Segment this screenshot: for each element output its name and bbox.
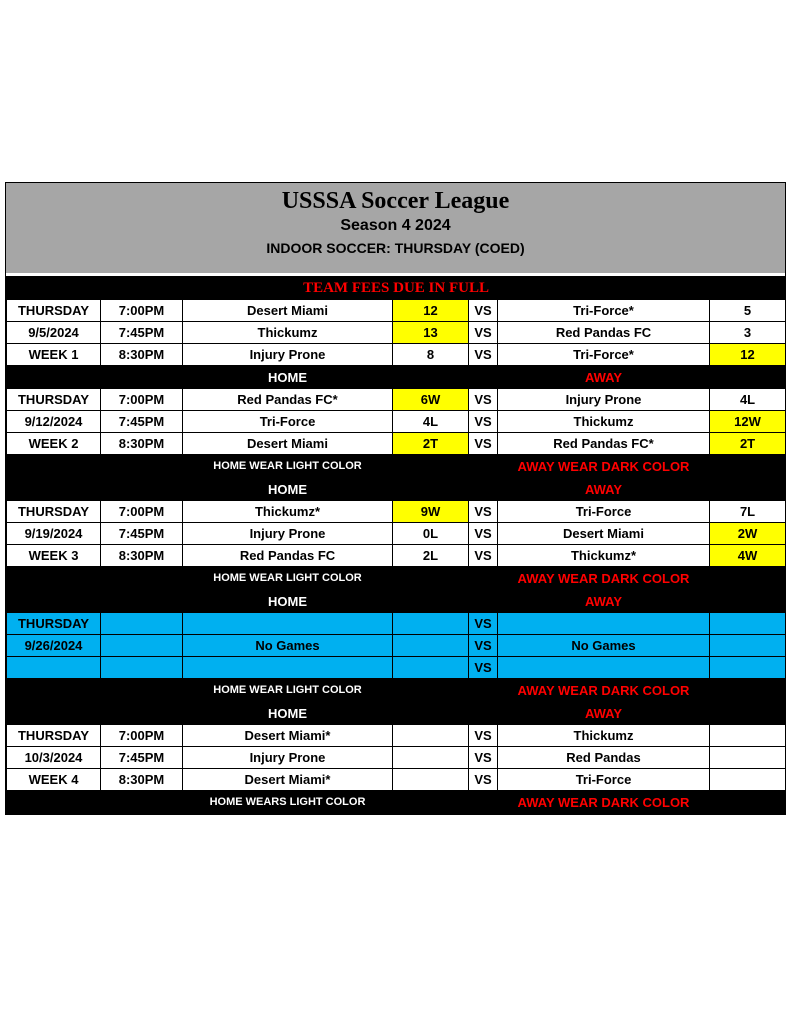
away-header: AWAY (498, 366, 710, 389)
away-team: Tri-Force (498, 769, 710, 791)
vs-label: VS (469, 411, 498, 433)
week-label: WEEK 1 (7, 344, 101, 366)
home-away-bar (7, 702, 786, 725)
home-header: HOME (183, 478, 393, 501)
game-row (7, 344, 786, 366)
vs-label: VS (469, 769, 498, 791)
home-header: HOME (183, 590, 393, 613)
vs-label: VS (469, 725, 498, 747)
home-score: 2T (393, 433, 469, 455)
away-team: Desert Miami (498, 523, 710, 545)
vs-label: VS (469, 635, 498, 657)
game-time: 7:00PM (101, 501, 183, 523)
home-team: Injury Prone (183, 523, 393, 545)
away-score: 3 (710, 322, 786, 344)
home-score: 13 (393, 322, 469, 344)
away-score: 4W (710, 545, 786, 567)
home-team: Thickumz (183, 322, 393, 344)
away-team: Tri-Force* (498, 344, 710, 366)
game-row (7, 545, 786, 567)
vs-label: VS (469, 545, 498, 567)
home-score (393, 725, 469, 747)
game-time: 7:45PM (101, 747, 183, 769)
home-score: 12 (393, 300, 469, 322)
away-team: Red Pandas (498, 747, 710, 769)
week-label: WEEK 4 (7, 769, 101, 791)
away-team: Tri-Force (498, 501, 710, 523)
away-team: Tri-Force* (498, 300, 710, 322)
uniform-bar (7, 567, 786, 590)
game-time: 8:30PM (101, 769, 183, 791)
home-score (393, 769, 469, 791)
away-wear-note: AWAY WEAR DARK COLOR (498, 455, 710, 478)
home-wear-note: HOME WEAR LIGHT COLOR (183, 455, 393, 478)
vs-label: VS (469, 433, 498, 455)
vs-label: VS (469, 657, 498, 679)
away-wear-note: AWAY WEAR DARK COLOR (498, 791, 710, 814)
away-team: Thickumz (498, 411, 710, 433)
game-time: 8:30PM (101, 545, 183, 567)
no-games-row (7, 657, 786, 679)
fees-banner-row (7, 277, 786, 300)
vs-label: VS (469, 747, 498, 769)
game-time: 7:00PM (101, 300, 183, 322)
game-time: 7:00PM (101, 725, 183, 747)
date-label: 9/5/2024 (7, 322, 101, 344)
home-wear-note: HOME WEAR LIGHT COLOR (183, 679, 393, 702)
game-time: 8:30PM (101, 344, 183, 366)
game-row (7, 501, 786, 523)
game-time: 7:45PM (101, 411, 183, 433)
no-games-row (7, 635, 786, 657)
home-away-bar (7, 366, 786, 389)
league-subtitle: INDOOR SOCCER: THURSDAY (COED) (266, 240, 525, 256)
game-row (7, 300, 786, 322)
away-score: 2W (710, 523, 786, 545)
away-score: 12 (710, 344, 786, 366)
date-label: 9/12/2024 (7, 411, 101, 433)
game-time: 7:00PM (101, 389, 183, 411)
home-score (393, 747, 469, 769)
game-row (7, 523, 786, 545)
away-score (710, 769, 786, 791)
day-label: THURSDAY (7, 725, 101, 747)
home-team: Red Pandas FC* (183, 389, 393, 411)
day-label: THURSDAY (7, 501, 101, 523)
season-label: Season 4 2024 (340, 217, 451, 234)
home-wear-note: HOME WEAR LIGHT COLOR (183, 567, 393, 590)
away-score: 12W (710, 411, 786, 433)
game-time: 7:45PM (101, 523, 183, 545)
away-team: Red Pandas FC* (498, 433, 710, 455)
away-score (710, 725, 786, 747)
uniform-bar (7, 679, 786, 702)
date-label: 9/19/2024 (7, 523, 101, 545)
no-games-row (7, 613, 786, 635)
week-label: WEEK 3 (7, 545, 101, 567)
schedule-table (6, 276, 786, 814)
away-header: AWAY (498, 590, 710, 613)
game-row (7, 747, 786, 769)
away-team: Red Pandas FC (498, 322, 710, 344)
home-score: 2L (393, 545, 469, 567)
day-label: THURSDAY (7, 389, 101, 411)
day-label: THURSDAY (7, 613, 101, 635)
away-score (710, 747, 786, 769)
away-score: 5 (710, 300, 786, 322)
game-row (7, 411, 786, 433)
game-row (7, 322, 786, 344)
game-time: 8:30PM (101, 433, 183, 455)
home-team: Desert Miami (183, 433, 393, 455)
date-label: 10/3/2024 (7, 747, 101, 769)
uniform-bar (7, 791, 786, 814)
home-score: 4L (393, 411, 469, 433)
game-row (7, 769, 786, 791)
away-wear-note: AWAY WEAR DARK COLOR (498, 679, 710, 702)
away-header: AWAY (498, 702, 710, 725)
vs-label: VS (469, 322, 498, 344)
vs-label: VS (469, 501, 498, 523)
away-no-games: No Games (498, 635, 710, 657)
game-time: 7:45PM (101, 322, 183, 344)
schedule-header (6, 183, 785, 273)
vs-label: VS (469, 613, 498, 635)
vs-label: VS (469, 523, 498, 545)
home-score: 6W (393, 389, 469, 411)
home-team: Injury Prone (183, 747, 393, 769)
home-away-bar (7, 478, 786, 501)
away-wear-note: AWAY WEAR DARK COLOR (498, 567, 710, 590)
game-row (7, 725, 786, 747)
home-team: Thickumz* (183, 501, 393, 523)
vs-label: VS (469, 300, 498, 322)
home-team: Tri-Force (183, 411, 393, 433)
home-team: Desert Miami* (183, 725, 393, 747)
day-label: THURSDAY (7, 300, 101, 322)
home-team: Injury Prone (183, 344, 393, 366)
away-score: 2T (710, 433, 786, 455)
fees-banner: TEAM FEES DUE IN FULL (7, 277, 786, 300)
home-score: 0L (393, 523, 469, 545)
away-team: Thickumz* (498, 545, 710, 567)
away-score: 4L (710, 389, 786, 411)
week-label: WEEK 2 (7, 433, 101, 455)
away-score: 7L (710, 501, 786, 523)
home-header: HOME (183, 366, 393, 389)
home-score: 9W (393, 501, 469, 523)
vs-label: VS (469, 389, 498, 411)
home-team: Red Pandas FC (183, 545, 393, 567)
date-label: 9/26/2024 (7, 635, 101, 657)
away-header: AWAY (498, 478, 710, 501)
game-row (7, 389, 786, 411)
home-team: Desert Miami (183, 300, 393, 322)
away-team: Injury Prone (498, 389, 710, 411)
schedule-sheet (5, 182, 786, 815)
home-team: Desert Miami* (183, 769, 393, 791)
uniform-bar (7, 455, 786, 478)
league-title: USSSA Soccer League (281, 188, 510, 214)
away-team: Thickumz (498, 725, 710, 747)
home-away-bar (7, 590, 786, 613)
home-header: HOME (183, 702, 393, 725)
home-no-games: No Games (183, 635, 393, 657)
vs-label: VS (469, 344, 498, 366)
home-score: 8 (393, 344, 469, 366)
home-wear-note: HOME WEARS LIGHT COLOR (183, 791, 393, 814)
game-row (7, 433, 786, 455)
